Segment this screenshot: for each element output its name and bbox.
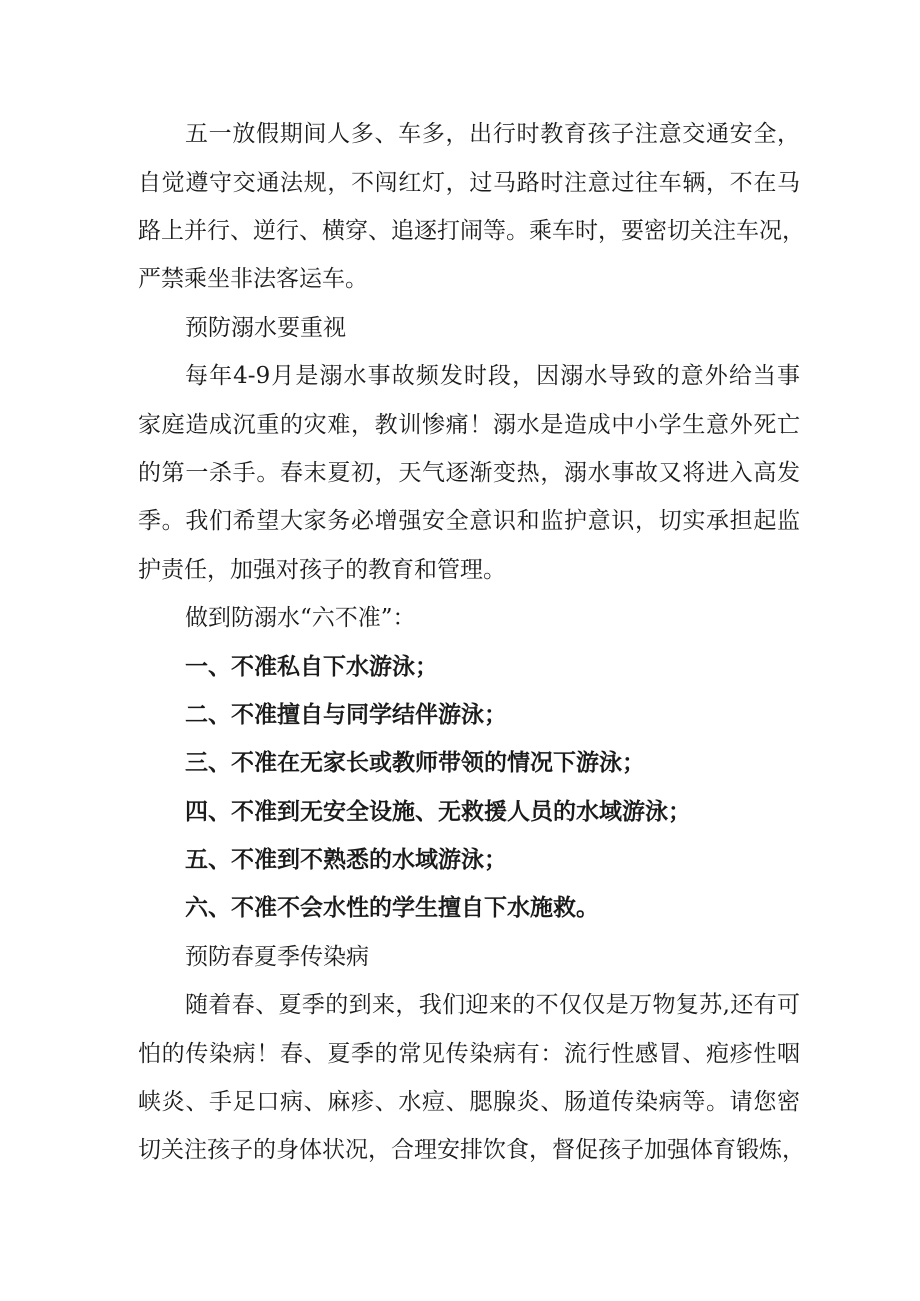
six-rules-intro: 做到防溺水“六不准”： bbox=[185, 605, 416, 631]
traffic-paragraph-line-4: 严禁乘坐非法客运车。 bbox=[138, 266, 368, 292]
drowning-paragraph-line-1: 每年4-9月是溺水事故频发时段，因溺水导致的意外给当事 bbox=[185, 363, 800, 389]
traffic-paragraph-line-3: 路上并行、逆行、横穿、追逐打闹等。乘车时，要密切关注车况， bbox=[138, 218, 805, 244]
drowning-paragraph-line-2: 家庭造成沉重的灾难，教训惨痛！溺水是造成中小学生意外死亡 bbox=[138, 412, 800, 438]
disease-paragraph-line-3: 峡炎、手足口病、麻疹、水痘、腮腺炎、肠道传染病等。请您密 bbox=[138, 1089, 800, 1115]
rule-item-5: 五、不准到不熟悉的水域游泳； bbox=[185, 847, 507, 873]
drowning-paragraph-line-3: 的第一杀手。春末夏初，天气逐渐变热，溺水事故又将进入高发 bbox=[138, 460, 800, 486]
disease-paragraph-line-2: 怕的传染病！春、夏季的常见传染病有：流行性感冒、疱疹性咽 bbox=[138, 1041, 800, 1067]
disease-heading: 预防春夏季传染病 bbox=[185, 944, 369, 970]
drowning-paragraph-line-4: 季。我们希望大家务必增强安全意识和监护意识，切实承担起监 bbox=[138, 508, 800, 534]
rule-item-3: 三、不准在无家长或教师带领的情况下游泳； bbox=[185, 750, 645, 776]
drowning-paragraph-line-5: 护责任，加强对孩子的教育和管理。 bbox=[138, 557, 506, 583]
disease-paragraph-line-1: 随着春、夏季的到来，我们迎来的不仅仅是万物复苏,还有可 bbox=[185, 992, 800, 1018]
drowning-heading: 预防溺水要重视 bbox=[185, 315, 346, 341]
rule-item-4: 四、不准到无安全设施、无救援人员的水域游泳； bbox=[185, 799, 691, 825]
traffic-paragraph-line-2: 自觉遵守交通法规，不闯红灯，过马路时注意过往车辆，不在马 bbox=[138, 170, 800, 196]
disease-paragraph-line-4: 切关注孩子的身体状况，合理安排饮食，督促孩子加强体育锻炼， bbox=[138, 1137, 805, 1163]
rule-item-6: 六、不准不会水性的学生擅自下水施救。 bbox=[185, 895, 599, 921]
rule-item-1: 一、不准私自下水游泳； bbox=[185, 654, 438, 680]
rule-item-2: 二、不准擅自与同学结伴游泳； bbox=[185, 702, 507, 728]
traffic-paragraph-line-1: 五一放假期间人多、车多，出行时教育孩子注意交通安全， bbox=[185, 121, 800, 147]
